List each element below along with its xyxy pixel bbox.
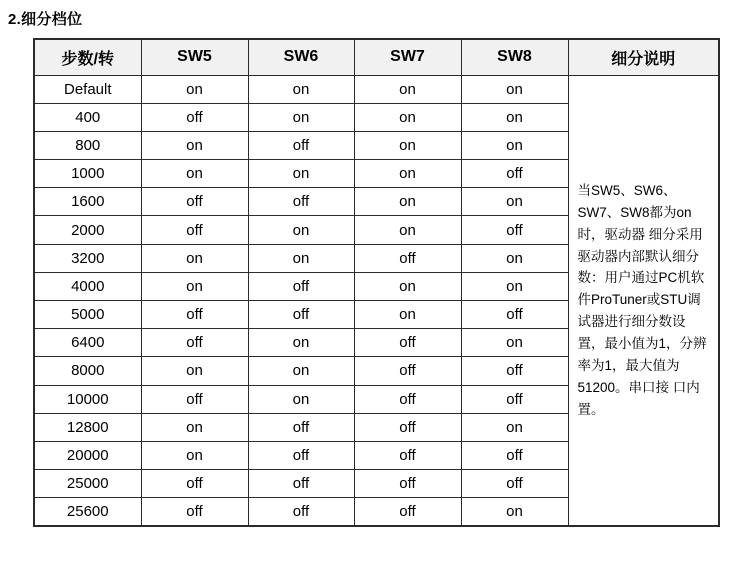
sw8-cell: on [461,244,568,272]
sw8-cell: off [461,470,568,498]
note-cell: 当SW5、SW6、SW7、SW8都为on时，驱动器 细分采用驱动器内部默认细分数：用户通过PC机软件ProTuner或STU调试器进行细分数设置，最小值为1，分辨率为1，最大值为51200。串口接 口内置。 [568,75,719,526]
sw8-cell: on [461,75,568,103]
table-row [34,75,719,103]
sw5-cell: off [141,470,248,498]
sw5-cell: off [141,329,248,357]
steps-cell: 2000 [34,216,141,244]
sw5-cell: on [141,357,248,385]
sw8-cell: off [461,385,568,413]
sw6-cell: on [248,357,354,385]
sw6-cell: on [248,329,354,357]
microstep-table [33,38,720,527]
sw6-cell: on [248,216,354,244]
sw5-cell: off [141,216,248,244]
steps-cell: 6400 [34,329,141,357]
sw8-cell: on [461,329,568,357]
sw7-cell: off [354,498,461,526]
steps-cell: 4000 [34,272,141,300]
table-header [34,39,719,75]
sw7-cell: off [354,244,461,272]
sw8-cell: on [461,413,568,441]
steps-cell: 800 [34,131,141,159]
sw7-cell: off [354,357,461,385]
sw6-cell: off [248,498,354,526]
steps-cell: 25000 [34,470,141,498]
sw6-cell: off [248,470,354,498]
col-header-sw7: SW7 [354,39,461,75]
sw8-cell: on [461,188,568,216]
sw6-cell: on [248,103,354,131]
sw5-cell: on [141,131,248,159]
sw6-cell: off [248,441,354,469]
sw7-cell: off [354,470,461,498]
sw8-cell: off [461,301,568,329]
header-row [34,39,719,75]
sw6-cell: on [248,385,354,413]
sw5-cell: off [141,188,248,216]
steps-cell: 1600 [34,188,141,216]
sw8-cell: on [461,131,568,159]
sw6-cell: off [248,301,354,329]
sw6-cell: off [248,272,354,300]
sw5-cell: on [141,413,248,441]
table-body [34,75,719,526]
sw7-cell: off [354,329,461,357]
sw6-cell: off [248,188,354,216]
steps-cell: 12800 [34,413,141,441]
sw7-cell: on [354,75,461,103]
sw7-cell: on [354,301,461,329]
sw7-cell: on [354,272,461,300]
steps-cell: 400 [34,103,141,131]
col-header-steps-per-rev: 步数/转 [34,39,141,75]
sw8-cell: off [461,160,568,188]
steps-cell: 10000 [34,385,141,413]
sw8-cell: on [461,272,568,300]
section-title: 2.细分档位 [8,11,83,28]
sw6-cell: on [248,244,354,272]
steps-cell: 3200 [34,244,141,272]
sw5-cell: on [141,272,248,300]
steps-cell: 5000 [34,301,141,329]
sw7-cell: off [354,385,461,413]
sw8-cell: off [461,357,568,385]
col-header-description: 细分说明 [568,39,719,75]
sw8-cell: on [461,103,568,131]
col-header-sw8: SW8 [461,39,568,75]
sw7-cell: on [354,131,461,159]
sw5-cell: off [141,498,248,526]
sw7-cell: on [354,103,461,131]
sw6-cell: on [248,160,354,188]
sw5-cell: off [141,301,248,329]
steps-cell: Default [34,75,141,103]
sw8-cell: off [461,441,568,469]
steps-cell: 25600 [34,498,141,526]
steps-cell: 8000 [34,357,141,385]
sw8-cell: on [461,498,568,526]
col-header-sw6: SW6 [248,39,354,75]
sw5-cell: on [141,75,248,103]
sw7-cell: on [354,216,461,244]
sw7-cell: on [354,188,461,216]
sw6-cell: off [248,131,354,159]
sw7-cell: off [354,413,461,441]
sw5-cell: on [141,441,248,469]
steps-cell: 1000 [34,160,141,188]
sw5-cell: off [141,103,248,131]
sw6-cell: off [248,413,354,441]
sw8-cell: off [461,216,568,244]
sw5-cell: on [141,244,248,272]
sw5-cell: off [141,385,248,413]
steps-cell: 20000 [34,441,141,469]
col-header-sw5: SW5 [141,39,248,75]
sw5-cell: on [141,160,248,188]
sw6-cell: on [248,75,354,103]
sw7-cell: off [354,441,461,469]
sw7-cell: on [354,160,461,188]
